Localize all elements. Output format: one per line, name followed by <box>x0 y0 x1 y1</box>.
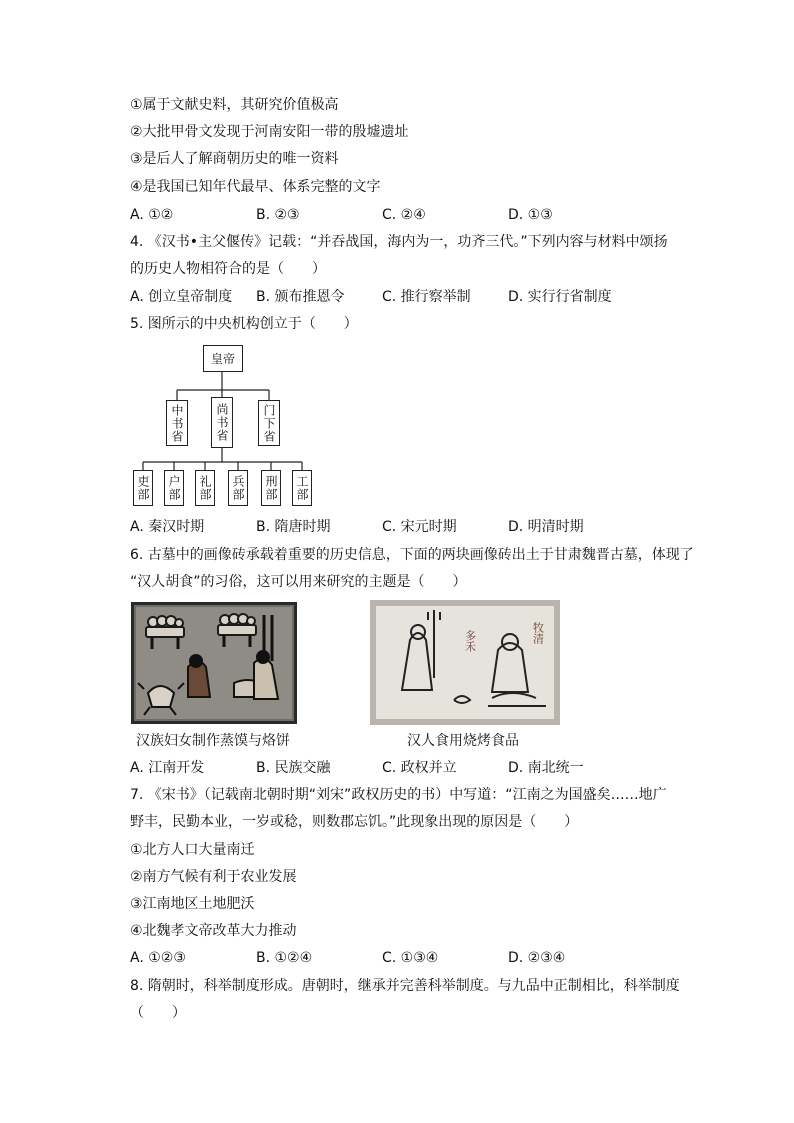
box-xingbu: 刑部 <box>261 470 281 506</box>
q5-option-a[interactable]: A. 秦汉时期 <box>130 519 205 535</box>
q8-stem-line1: 8. 隋朝时，科举制度形成。唐朝时，继承并完善科举制度。与九品中正制相比，科举制度 <box>130 978 680 994</box>
q5-stem: 5. 图所示的中央机构创立于（ ） <box>130 316 358 332</box>
q6-option-b[interactable]: B. 民族交融 <box>256 760 331 776</box>
box-hubu: 户部 <box>164 470 184 506</box>
q6-option-c[interactable]: C. 政权并立 <box>382 760 457 776</box>
box-bingbu: 兵部 <box>228 470 248 506</box>
q6-option-a[interactable]: A. 江南开发 <box>130 760 205 776</box>
box-emperor: 皇帝 <box>203 345 243 372</box>
q4-option-c[interactable]: C. 推行察举制 <box>382 289 471 305</box>
q3-option-c[interactable]: C. ②④ <box>382 207 426 223</box>
q5-option-b[interactable]: B. 隋唐时期 <box>256 519 331 535</box>
q4-option-b[interactable]: B. 颁布推恩令 <box>256 289 345 305</box>
q7-item-1: ①北方人口大量南迁 <box>130 842 255 858</box>
q3-item-4: ④是我国已知年代最早、体系完整的文字 <box>130 179 381 195</box>
box-gongbu: 工部 <box>292 470 312 506</box>
q7-item-3: ③江南地区土地肥沃 <box>130 896 255 912</box>
brick-image-cooking <box>130 601 298 725</box>
caption-left: 汉族妇女制作蒸馍与烙饼 <box>136 733 290 749</box>
q3-option-d[interactable]: D. ①③ <box>508 207 553 223</box>
q4-option-d[interactable]: D. 实行行省制度 <box>508 289 612 305</box>
brick-image-barbecue <box>370 600 560 725</box>
caption-right: 汉人食用烧烤食品 <box>407 733 519 749</box>
box-libu-personnel: 吏部 <box>133 470 153 506</box>
q7-stem-line2: 野丰，民勤本业，一岁或稔，则数郡忘饥。”此现象出现的原因是（ ） <box>130 814 579 830</box>
q6-stem-line1: 6. 古墓中的画像砖承载着重要的历史信息，下面的两块画像砖出土于甘肃魏晋古墓，体现了 <box>130 547 694 563</box>
q6-stem-line2: “汉人胡食”的习俗，这可以用来研究的主题是（ ） <box>130 574 467 590</box>
q4-option-a[interactable]: A. 创立皇帝制度 <box>130 289 233 305</box>
q8-stem-line2: （ ） <box>130 1005 186 1021</box>
q7-option-b[interactable]: B. ①②④ <box>256 950 313 966</box>
brick-inscription-1: 多禾 <box>463 630 477 652</box>
brick-inscription-2: 牧清 <box>531 622 545 644</box>
box-zhongshu: 中书省 <box>166 400 188 446</box>
q3-option-b[interactable]: B. ②③ <box>256 207 300 223</box>
q5-option-d[interactable]: D. 明清时期 <box>508 519 584 535</box>
q5-option-c[interactable]: C. 宋元时期 <box>382 519 457 535</box>
box-shangshu: 尚书省 <box>211 397 233 448</box>
q7-item-2: ②南方气候有利于农业发展 <box>130 869 297 885</box>
q7-stem-line1: 7. 《宋书》（记载南北朝时期“刘宋”政权历史的书）中写道：“江南之为国盛矣……地广 <box>130 787 667 803</box>
q7-option-a[interactable]: A. ①②③ <box>130 950 186 966</box>
q4-stem-line2: 的历史人物相符合的是（ ） <box>130 261 326 277</box>
q7-option-d[interactable]: D. ②③④ <box>508 950 566 966</box>
q3-item-1: ①属于文献史料，其研究价值极高 <box>130 97 339 113</box>
q4-stem-line1: 4. 《汉书•主父偃传》记载：“并吞战国，海内为一，功齐三代。”下列内容与材料中颂扬 <box>130 234 668 250</box>
q3-item-2: ②大批甲骨文发现于河南安阳一带的殷墟遗址 <box>130 124 409 140</box>
q3-option-a[interactable]: A. ①② <box>130 207 174 223</box>
q7-option-c[interactable]: C. ①③④ <box>382 950 439 966</box>
box-libu-rites: 礼部 <box>195 470 215 506</box>
q3-item-3: ③是后人了解商朝历史的唯一资料 <box>130 151 339 167</box>
q7-item-4: ④北魏孝文帝改革大力推动 <box>130 923 297 939</box>
q6-option-d[interactable]: D. 南北统一 <box>508 760 584 776</box>
box-menxia: 门下省 <box>258 400 280 446</box>
